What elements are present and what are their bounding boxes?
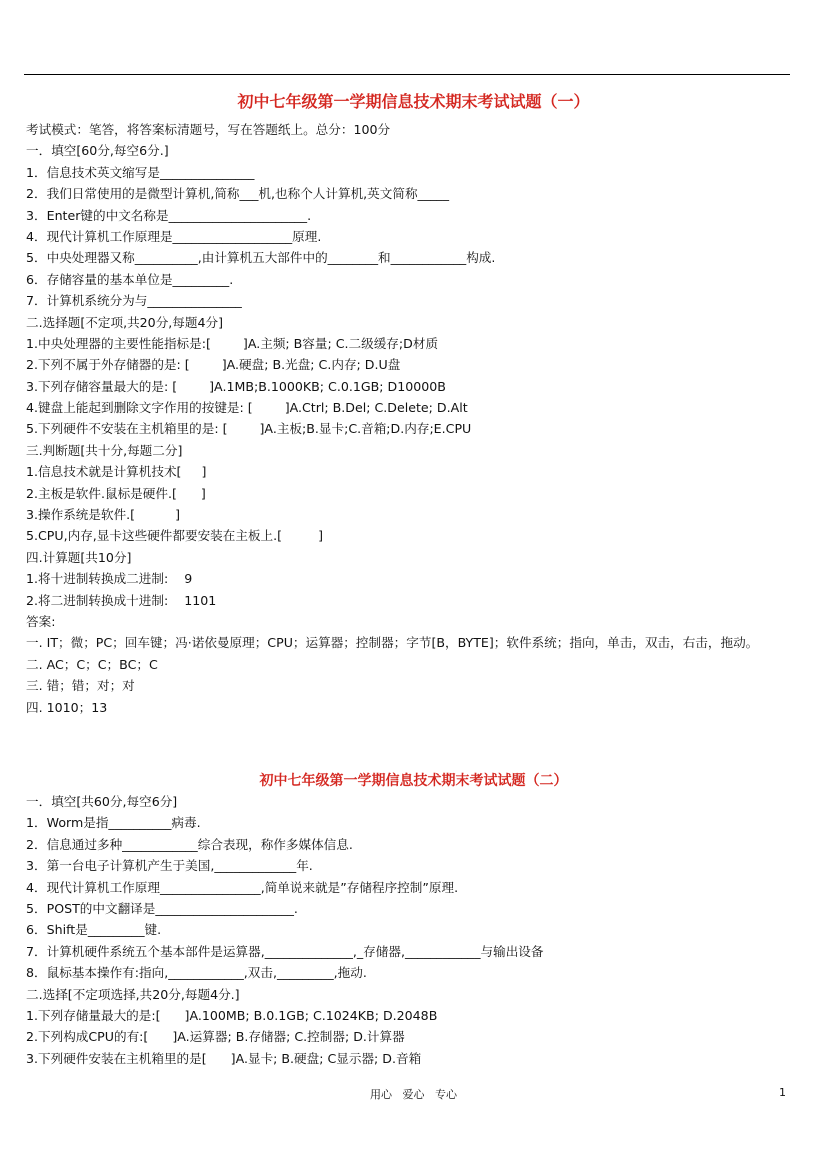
question-line: 1．Worm是指__________病毒. (26, 815, 201, 831)
question-line: 3．Enter键的中文名称是______________________. (26, 207, 312, 223)
section-choice: 二.选择[不定项选择,共20分,每题4分.] (26, 986, 240, 1002)
section-calc: 四.计算题[共10分] (26, 549, 132, 565)
section-choice: 二.选择题[不定项,共20分,每题4分] (26, 314, 223, 330)
question-line: 1.信息技术就是计算机技术[ ] (26, 464, 207, 480)
question-line: 2.主板是软件.鼠标是硬件.[ ] (26, 485, 206, 501)
question-line: 2.将二进制转换成十进制: 1101 (26, 592, 217, 608)
question-line: 3.下列存储容量最大的是: [ ]A.1MB;B.1000KB; C.0.1GB; D10000B (26, 378, 446, 394)
question-line: 2．信息通过多种____________综合表现，称作多媒体信息. (26, 836, 353, 852)
question-line: 3.操作系统是软件.[ ] (26, 507, 181, 523)
page-footer: 用心 爱心 专心 (370, 1088, 457, 1101)
page-number: 1 (779, 1086, 786, 1099)
question-line: 1.中央处理器的主要性能指标是:[ ]A.主频; B容量; C.二级缓存;D材质 (26, 335, 439, 351)
section-fill-blank: 一．填空[60分,每空6分.] (26, 143, 169, 159)
answer-line: 四. 1010；13 (26, 699, 108, 715)
question-line: 1．信息技术英文缩写是_______________ (26, 164, 255, 180)
question-line: 5．POST的中文翻译是______________________. (26, 900, 298, 916)
header-rule (24, 74, 790, 75)
question-line: 4．现代计算机工作原理是___________________原理. (26, 228, 322, 244)
question-line: 2．我们日常使用的是微型计算机,简称___机,也称个人计算机,英文简称_____ (26, 186, 450, 202)
question-line: 2.下列构成CPU的有:[ ]A.运算器; B.存储器; C.控制器; D.计算器 (26, 1029, 405, 1045)
question-line: 2.下列不属于外存储器的是: [ ]A.硬盘; B.光盘; C.内存; D.U盘 (26, 357, 401, 373)
question-line: 3.下列硬件安装在主机箱里的是[ ]A.显卡; B.硬盘; C显示器; D.音箱 (26, 1050, 422, 1066)
question-line: 3．第一台电子计算机产生于美国,_____________年. (26, 858, 313, 874)
question-line: 6．存储容量的基本单位是_________. (26, 271, 234, 287)
question-line: 5.下列硬件不安装在主机箱里的是: [ ]A.主板;B.显卡;C.音箱;D.内存;E.CPU (26, 421, 472, 437)
section-fill-blank: 一．填空[共60分,每空6分] (26, 794, 178, 809)
question-line: 8．鼠标基本操作有:指向,____________,双击,_________,拖动. (26, 965, 367, 981)
answers-heading: 答案: (26, 613, 56, 629)
answer-line: 二. AC；C；C；BC；C (26, 656, 158, 672)
question-line: 6．Shift是_________键. (26, 922, 162, 938)
exam-1-body (26, 119, 796, 718)
exam-mode: 考试模式：笔答，将答案标清题号，写在答题纸上。总分：100分 (26, 122, 391, 137)
answer-line: 三. 错；错；对；对 (26, 678, 135, 694)
exam-title-2: 初中七年级第一学期信息技术期末考试试题（二） (259, 773, 568, 789)
question-line: 5．中央处理器又称__________,由计算机五大部件中的________和____________构成. (26, 250, 496, 266)
question-line: 7．计算机系统分为与_______________ (26, 293, 242, 309)
exam-2-body (26, 791, 796, 1069)
question-line: 1.将十进制转换成二进制: 9 (26, 571, 193, 587)
exam-title-1: 初中七年级第一学期信息技术期末考试试题（一） (237, 92, 590, 111)
question-line: 4．现代计算机工作原理________________,简单说来就是”存储程序控制”原理. (26, 879, 459, 895)
answer-line: 一. IT；微；PC；回车键；冯·诺依曼原理；CPU；运算器；控制器；字节[B，BYTE]；软件系统；指向，单击，双击，右击，拖动。 (26, 635, 759, 651)
question-line: 4.键盘上能起到删除文字作用的按键是: [ ]A.Ctrl; B.Del; C.Delete; D.Alt (26, 400, 468, 416)
section-judge: 三.判断题[共十分,每题二分] (26, 442, 183, 458)
question-line: 5.CPU,内存,显卡这些硬件都要安装在主板上.[ ] (26, 528, 323, 544)
question-line: 1.下列存储量最大的是:[ ]A.100MB; B.0.1GB; C.1024KB; D.2048B (26, 1007, 438, 1023)
question-line: 7．计算机硬件系统五个基本部件是运算器,______________,_存储器,____________与输出设备 (26, 943, 544, 959)
